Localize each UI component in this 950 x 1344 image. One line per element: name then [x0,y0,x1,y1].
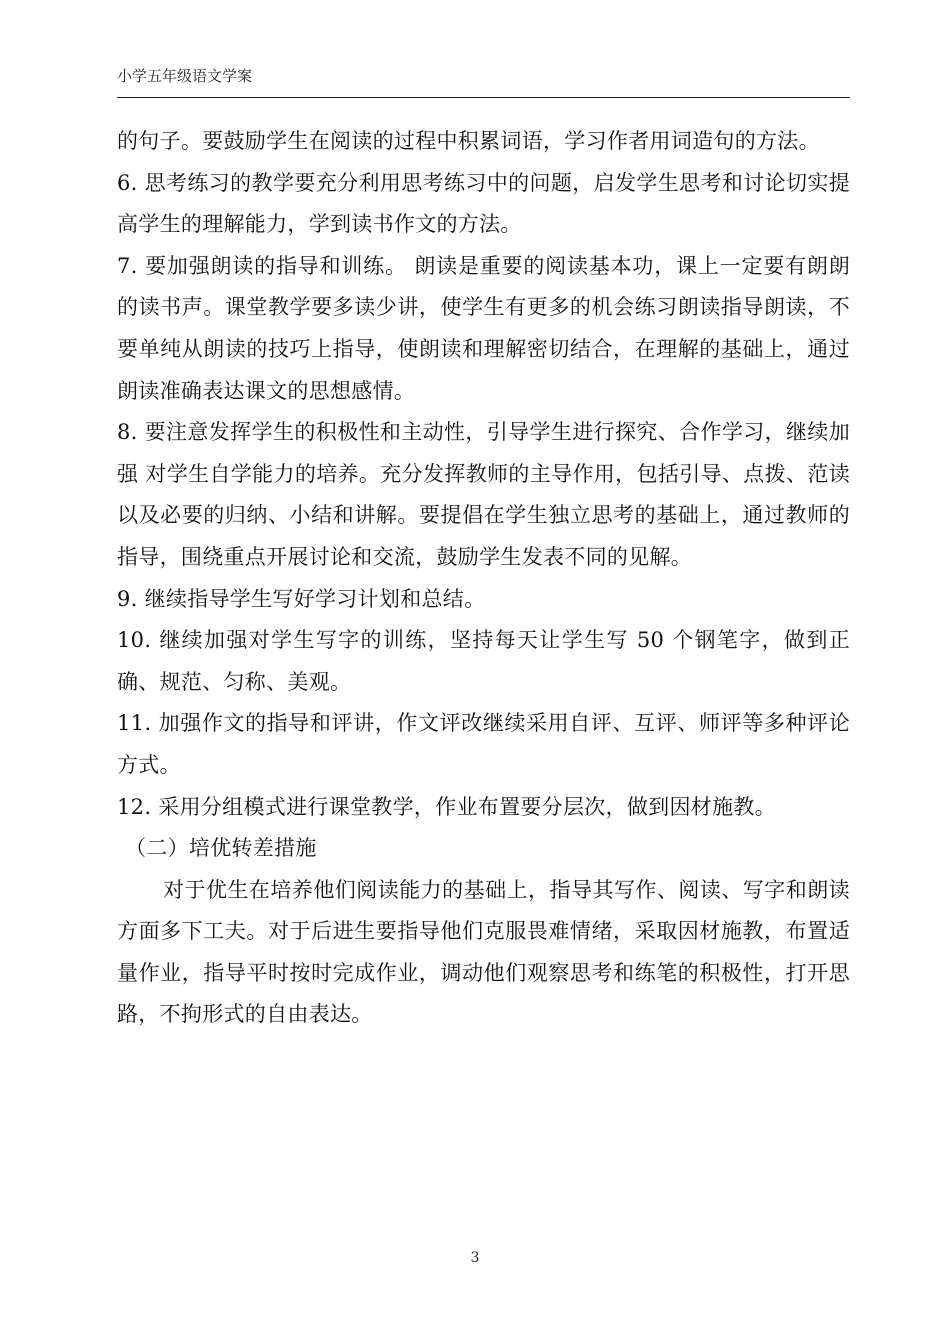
paragraph-item-10: 10. 继续加强对学生写字的训练，坚持每天让学生写 50 个钢笔字，做到正确、规范、匀称、美观。 [117,628,850,694]
page-number: 3 [470,1250,480,1266]
document-body [117,121,850,1036]
paragraph-item-9: 9. 继续指导学生写好学习计划和总结。 [117,586,486,611]
page-header-title: 小学五年级语文学案 [117,67,253,85]
section-heading: （二）培优转差措施 [125,836,317,861]
header-divider [117,97,850,98]
paragraph-item-8: 8. 要注意发挥学生的积极性和主动性，引导学生进行探究、合作学习，继续加强 对学生自学能力的培养。充分发挥教师的主导作用，包括引导、点拨、范读以及必要的归纳、小结和讲解。要提倡在学生独立思考的基础上，通过教师的指导，围绕重点开展讨论和交流，鼓励学生发表不同的见解。 [117,420,850,569]
section-paragraph: 对于优生在培养他们阅读能力的基础上，指导其写作、阅读、写字和朗读方面多下工夫。对于后进生要指导他们克服畏难情绪，采取因材施教，布置适量作业，指导平时按时完成作业，调动他们观察思考和练笔的积极性，打开思路，不拘形式的自由表达。 [117,877,850,1027]
paragraph-continuation: 的句子。要鼓励学生在阅读的过程中积累词语，学习作者用词造句的方法。 [117,129,820,153]
paragraph-item-11: 11. 加强作文的指导和评讲，作文评改继续采用自评、互评、师评等多种评论方式。 [117,711,850,777]
paragraph-item-12: 12. 采用分组模式进行课堂教学，作业布置要分层次，做到因材施教。 [117,794,776,819]
paragraph-item-7: 7. 要加强朗读的指导和训练。 朗读是重要的阅读基本功，课上一定要有朗朗的读书声。课堂教学要多读少讲，使学生有更多的机会练习朗读指导朗读，不要单纯从朗读的技巧上指导，使朗读和理解密切结合，在理解的基础上，通过朗读准确表达课文的思想感情。 [117,253,850,403]
paragraph-item-6: 6. 思考练习的教学要充分利用思考练习中的问题，启发学生思考和讨论切实提高学生的理解能力，学到读书作文的方法。 [117,170,850,237]
